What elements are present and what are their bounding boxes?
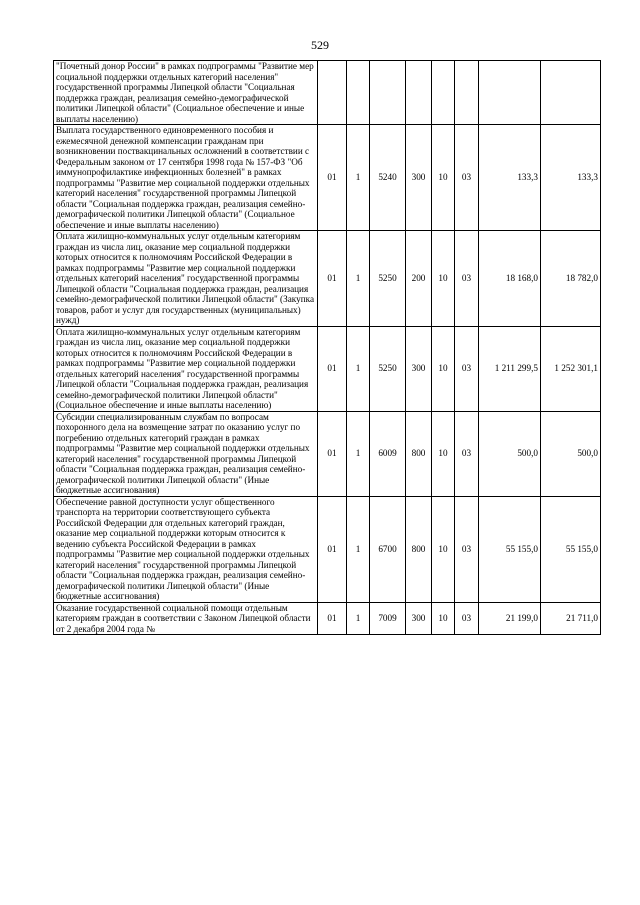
section-code xyxy=(432,61,455,125)
amount-year-2: 1 252 301,1 xyxy=(541,326,601,411)
budget-table xyxy=(53,60,601,635)
amount-year-1: 1 211 299,5 xyxy=(479,326,541,411)
subprogram-code: 1 xyxy=(347,326,370,411)
subsection-code: 03 xyxy=(455,326,479,411)
section-code: 10 xyxy=(432,411,455,496)
amount-year-2: 500,0 xyxy=(541,411,601,496)
expense-type-code: 200 xyxy=(406,231,432,327)
expense-type-code: 300 xyxy=(406,602,432,635)
amount-year-1: 133,3 xyxy=(479,125,541,231)
amount-year-2: 21 711,0 xyxy=(541,602,601,635)
amount-year-2: 55 155,0 xyxy=(541,496,601,602)
subsection-code: 03 xyxy=(455,496,479,602)
subprogram-code: 1 xyxy=(347,496,370,602)
direction-code: 5240 xyxy=(370,125,406,231)
subprogram-code: 1 xyxy=(347,231,370,327)
page-number: 529 xyxy=(311,38,329,52)
direction-code: 6700 xyxy=(370,496,406,602)
expense-type-code: 300 xyxy=(406,326,432,411)
amount-year-1: 18 168,0 xyxy=(479,231,541,327)
table-row xyxy=(54,61,601,125)
program-code: 01 xyxy=(318,231,347,327)
table-row xyxy=(54,602,601,635)
direction-code: 5250 xyxy=(370,326,406,411)
section-code: 10 xyxy=(432,602,455,635)
table-row xyxy=(54,326,601,411)
expense-type-code: 300 xyxy=(406,125,432,231)
program-code xyxy=(318,61,347,125)
section-code: 10 xyxy=(432,496,455,602)
program-code: 01 xyxy=(318,496,347,602)
amount-year-2 xyxy=(541,61,601,125)
expense-type-code: 800 xyxy=(406,496,432,602)
table-body xyxy=(54,61,601,635)
subsection-code: 03 xyxy=(455,602,479,635)
table-row xyxy=(54,411,601,496)
row-description: Субсидии специализированным службам по вопросам похоронного дела на возмещение затрат по оказанию услуг по погребению отдельных категорий граждан в рамках подпрограммы "Развитие мер социальной поддержки отдельных категорий населения" государственной программы Липецкой области "Социальная поддержка граждан, реализация семейно-демографической политики Липецкой области" (Иные бюджетные ассигнования) xyxy=(54,411,318,496)
program-code: 01 xyxy=(318,125,347,231)
section-code: 10 xyxy=(432,125,455,231)
row-description: Оплата жилищно-коммунальных услуг отдельным категориям граждан из числа лиц, оказание мер социальной поддержки которых относится к полномочиям Российской Федерации в рамках подпрограммы "Развитие мер социальной поддержки отдельных категорий населения" государственной программы Липецкой области "Социальная поддержка граждан, реализация семейно-демографической политики Липецкой области" (Социальное обеспечение и иные выплаты населению) xyxy=(54,326,318,411)
amount-year-1: 500,0 xyxy=(479,411,541,496)
subsection-code: 03 xyxy=(455,125,479,231)
direction-code: 7009 xyxy=(370,602,406,635)
table-row xyxy=(54,496,601,602)
row-description: "Почетный донор России" в рамках подпрограммы "Развитие мер социальной поддержки отдельных категорий населения" государственной программы Липецкой области "Социальная поддержка граждан, реализация семейно-демографической политики Липецкой области" (Социальное обеспечение и иные выплаты населению) xyxy=(54,61,318,125)
amount-year-1: 55 155,0 xyxy=(479,496,541,602)
program-code: 01 xyxy=(318,602,347,635)
row-description: Оплата жилищно-коммунальных услуг отдельным категориям граждан из числа лиц, оказание мер социальной поддержки которых относится к полномочиям Российской Федерации в рамках подпрограммы "Развитие мер социальной поддержки отдельных категорий населения" государственной программы Липецкой области "Социальная поддержка граждан, реализация семейно-демографической политики Липецкой области" (Закупка товаров, работ и услуг для государственных (муниципальных) нужд) xyxy=(54,231,318,327)
expense-type-code xyxy=(406,61,432,125)
section-code: 10 xyxy=(432,326,455,411)
direction-code xyxy=(370,61,406,125)
program-code: 01 xyxy=(318,326,347,411)
subsection-code: 03 xyxy=(455,411,479,496)
row-description: Выплата государственного единовременного пособия и ежемесячной денежной компенсации гражданам при возникновении поствакцинальных осложнений в соответствии с Федеральным законом от 17 сентября 1998 года № 157-ФЗ "Об иммунопрофилактике инфекционных болезней" в рамках подпрограммы "Развитие мер социальной поддержки отдельных категорий населения" государственной программы Липецкой области "Социальная поддержка граждан, реализация семейно-демографической политики Липецкой области" (Социальное обеспечение и иные выплаты населению) xyxy=(54,125,318,231)
amount-year-2: 133,3 xyxy=(541,125,601,231)
program-code: 01 xyxy=(318,411,347,496)
subprogram-code: 1 xyxy=(347,411,370,496)
row-description: Оказание государственной социальной помощи отдельным категориям граждан в соответствии с Законом Липецкой области от 2 декабря 2004 года № xyxy=(54,602,318,635)
amount-year-1 xyxy=(479,61,541,125)
subprogram-code xyxy=(347,61,370,125)
table-row xyxy=(54,231,601,327)
section-code: 10 xyxy=(432,231,455,327)
row-description: Обеспечение равной доступности услуг общественного транспорта на территории соответствующего субъекта Российской Федерации для отдельных категорий граждан, оказание мер социальной поддержки которым относится к ведению субъекта Российской Федерации в рамках подпрограммы "Развитие мер социальной поддержки отдельных категорий населения" государственной программы Липецкой области "Социальная поддержка граждан, реализация семейно-демографической политики Липецкой области" (Иные бюджетные ассигнования) xyxy=(54,496,318,602)
direction-code: 6009 xyxy=(370,411,406,496)
subprogram-code: 1 xyxy=(347,602,370,635)
expense-type-code: 800 xyxy=(406,411,432,496)
subsection-code: 03 xyxy=(455,231,479,327)
subsection-code xyxy=(455,61,479,125)
table-row xyxy=(54,125,601,231)
direction-code: 5250 xyxy=(370,231,406,327)
subprogram-code: 1 xyxy=(347,125,370,231)
amount-year-1: 21 199,0 xyxy=(479,602,541,635)
amount-year-2: 18 782,0 xyxy=(541,231,601,327)
